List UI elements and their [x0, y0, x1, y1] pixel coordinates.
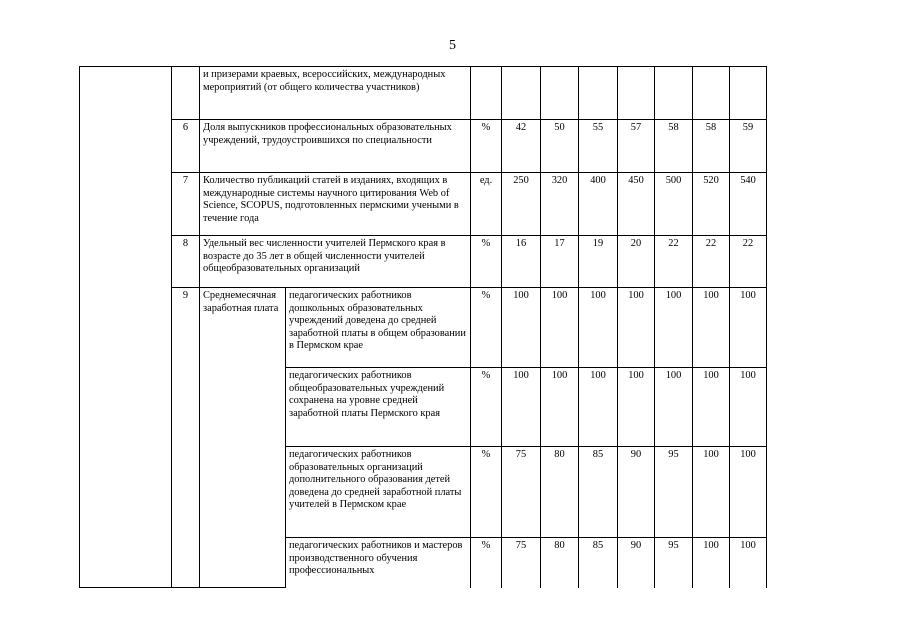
value-cell: 250: [502, 173, 541, 236]
unit-cell: [471, 67, 502, 120]
value-cell: 22: [693, 236, 730, 288]
value-cell: 100: [502, 288, 541, 368]
value-cell: 100: [618, 288, 655, 368]
value-cell: 57: [618, 120, 655, 173]
value-cell: 100: [579, 288, 618, 368]
value-cell: 520: [693, 173, 730, 236]
left-column-cell: [80, 67, 172, 588]
indicator-text: педагогических работников дошкольных образовательных учреждений доведена до средней заработной платы в общем образовании в Пермском крае: [286, 288, 471, 368]
table-row-9-sub: [80, 288, 767, 368]
value-cell: 450: [618, 173, 655, 236]
value-cell: 400: [579, 173, 618, 236]
indicator-text: педагогических работников общеобразовательных учреждений сохранена на уровне средней заработной платы Пермского края: [286, 368, 471, 447]
value-cell: 90: [618, 447, 655, 538]
indicator-text: Количество публикаций статей в изданиях, входящих в международные системы научного цитирования Web of Science, SCOPUS, подготовленных пермскими учеными в течение года: [200, 173, 471, 236]
page-number: 5: [449, 38, 456, 53]
row-number: 6: [172, 120, 200, 173]
value-cell: [655, 67, 693, 120]
value-cell: 100: [730, 368, 767, 447]
row-number: 7: [172, 173, 200, 236]
value-cell: [693, 67, 730, 120]
value-cell: 100: [502, 368, 541, 447]
value-cell: 100: [693, 368, 730, 447]
unit-cell: %: [471, 538, 502, 588]
value-cell: 100: [655, 288, 693, 368]
value-cell: [730, 67, 767, 120]
unit-cell: %: [471, 120, 502, 173]
value-cell: 58: [655, 120, 693, 173]
value-cell: 50: [541, 120, 579, 173]
unit-cell: ед.: [471, 173, 502, 236]
value-cell: 100: [541, 288, 579, 368]
indicator-text: и призерами краевых, всероссийских, международных мероприятий (от общего количества участников): [200, 67, 471, 120]
value-cell: 100: [541, 368, 579, 447]
table-row-continuation: [80, 67, 767, 120]
value-cell: 95: [655, 447, 693, 538]
value-cell: 16: [502, 236, 541, 288]
value-cell: 17: [541, 236, 579, 288]
value-cell: [502, 67, 541, 120]
value-cell: 59: [730, 120, 767, 173]
unit-cell: %: [471, 236, 502, 288]
value-cell: 540: [730, 173, 767, 236]
unit-cell: %: [471, 288, 502, 368]
value-cell: 500: [655, 173, 693, 236]
table-row: [80, 120, 767, 173]
value-cell: 100: [730, 447, 767, 538]
value-cell: 80: [541, 447, 579, 538]
row-number: 9: [172, 288, 200, 588]
value-cell: 100: [693, 288, 730, 368]
value-cell: 75: [502, 538, 541, 588]
value-cell: 100: [693, 538, 730, 588]
value-cell: 100: [693, 447, 730, 538]
row-group-label: Среднемесячная заработная плата: [200, 288, 286, 588]
indicators-table: [79, 66, 767, 588]
unit-cell: %: [471, 368, 502, 447]
value-cell: 80: [541, 538, 579, 588]
value-cell: 22: [730, 236, 767, 288]
value-cell: 42: [502, 120, 541, 173]
value-cell: 85: [579, 447, 618, 538]
value-cell: [541, 67, 579, 120]
indicator-text: педагогических работников и мастеров производственного обучения профессиональных: [286, 538, 471, 588]
value-cell: 85: [579, 538, 618, 588]
value-cell: 100: [579, 368, 618, 447]
value-cell: [618, 67, 655, 120]
value-cell: 55: [579, 120, 618, 173]
indicator-text: Удельный вес численности учителей Пермского края в возрасте до 35 лет в общей численности учителей общеобразовательных организаций: [200, 236, 471, 288]
row-number: 8: [172, 236, 200, 288]
table-row: [80, 173, 767, 236]
value-cell: 100: [730, 538, 767, 588]
value-cell: 100: [618, 368, 655, 447]
value-cell: 75: [502, 447, 541, 538]
value-cell: 95: [655, 538, 693, 588]
indicator-text: педагогических работников образовательных организаций дополнительного образования детей доведена до средней заработной платы учителей в Пермском крае: [286, 447, 471, 538]
value-cell: 58: [693, 120, 730, 173]
value-cell: [579, 67, 618, 120]
value-cell: 90: [618, 538, 655, 588]
value-cell: 19: [579, 236, 618, 288]
value-cell: 20: [618, 236, 655, 288]
value-cell: 100: [730, 288, 767, 368]
value-cell: 22: [655, 236, 693, 288]
row-number-cell: [172, 67, 200, 120]
value-cell: 320: [541, 173, 579, 236]
unit-cell: %: [471, 447, 502, 538]
table-row: [80, 236, 767, 288]
indicator-text: Доля выпускников профессиональных образовательных учреждений, трудоустроившихся по специальности: [200, 120, 471, 173]
value-cell: 100: [655, 368, 693, 447]
